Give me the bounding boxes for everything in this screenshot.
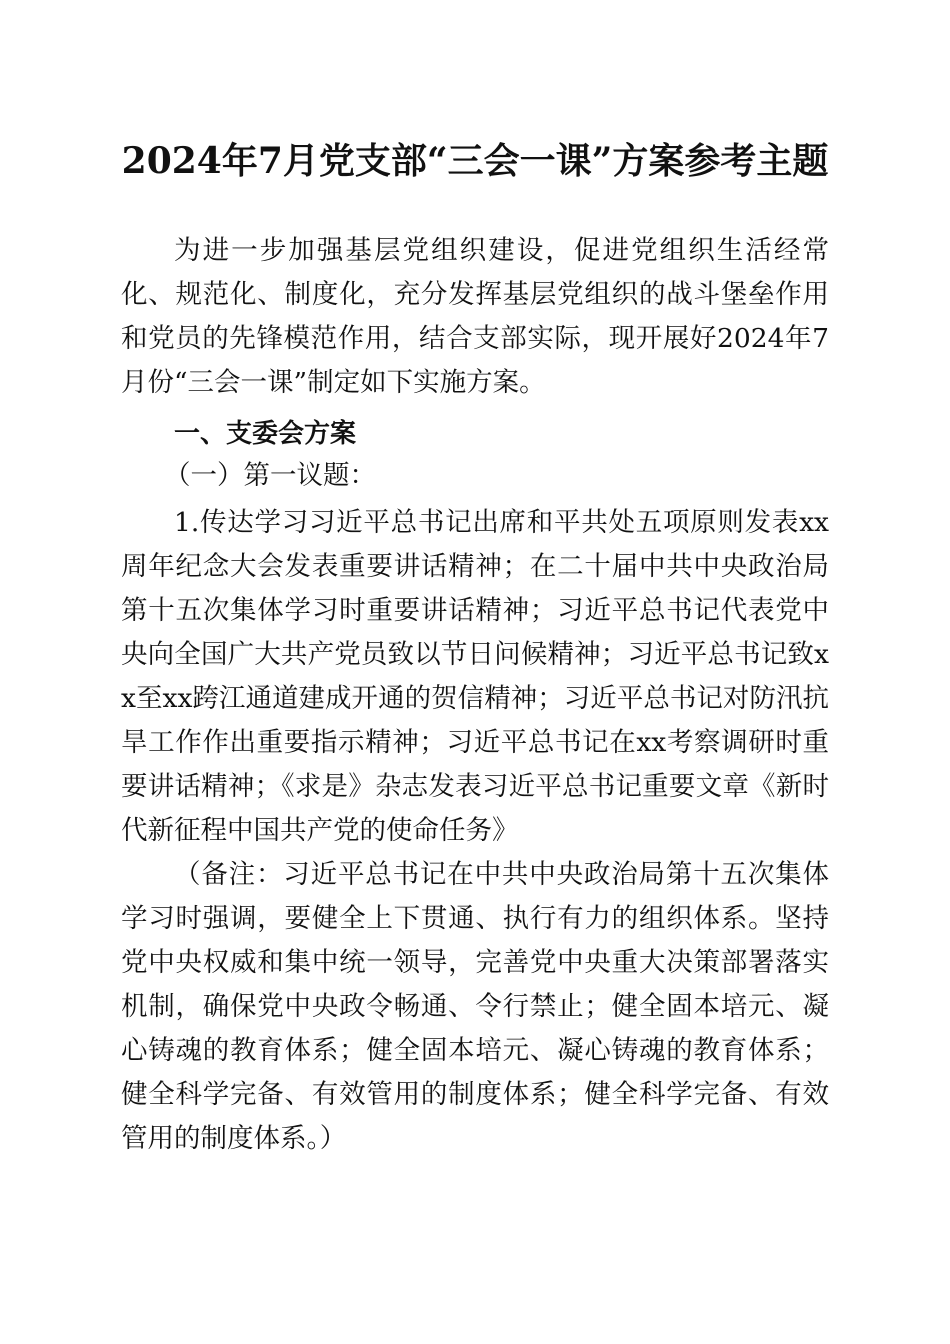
subsection-heading: （一）第一议题：: [164, 460, 376, 491]
section-heading: 一、支委会方案: [174, 419, 357, 449]
note-paragraph: （备注：习近平总书记在中共中央政治局第十五次集体学习时强调，要健全上下贯通、执行有力的组织体系。坚持党中央权威和集中统一领导，完善党中央重大决策部署落实机制，确保党中央政令畅通、令行禁止；健全固本培元、凝心铸魂的教育体系；健全固本培元、凝心铸魂的教育体系；健全科学完备、有效管用的制度体系；健全科学完备、有效管用的制度体系。）: [121, 859, 829, 1154]
agenda-item-paragraph: 1.传达学习习近平总书记出席和平共处五项原则发表xx周年纪念大会发表重要讲话精神；在二十届中共中央政治局第十五次集体学习时重要讲话精神；习近平总书记代表党中央向全国广大共产党员致以节日问候精神；习近平总书记致xx至xx跨江通道建成开通的贺信精神；习近平总书记对防汛抗旱工作作出重要指示精神；习近平总书记在xx考察调研时重要讲话精神；《求是》杂志发表习近平总书记重要文章《新时代新征程中国共产党的使命任务》: [121, 507, 829, 846]
document-title: 2024年7月党支部“三会一课”方案参考主题: [121, 140, 829, 182]
intro-paragraph: 为进一步加强基层党组织建设，促进党组织生活经常化、规范化、制度化，充分发挥基层党组织的战斗堡垒作用和党员的先锋模范作用，结合支部实际，现开展好2024年7月份“三会一课”制定如下实施方案。: [121, 235, 829, 398]
